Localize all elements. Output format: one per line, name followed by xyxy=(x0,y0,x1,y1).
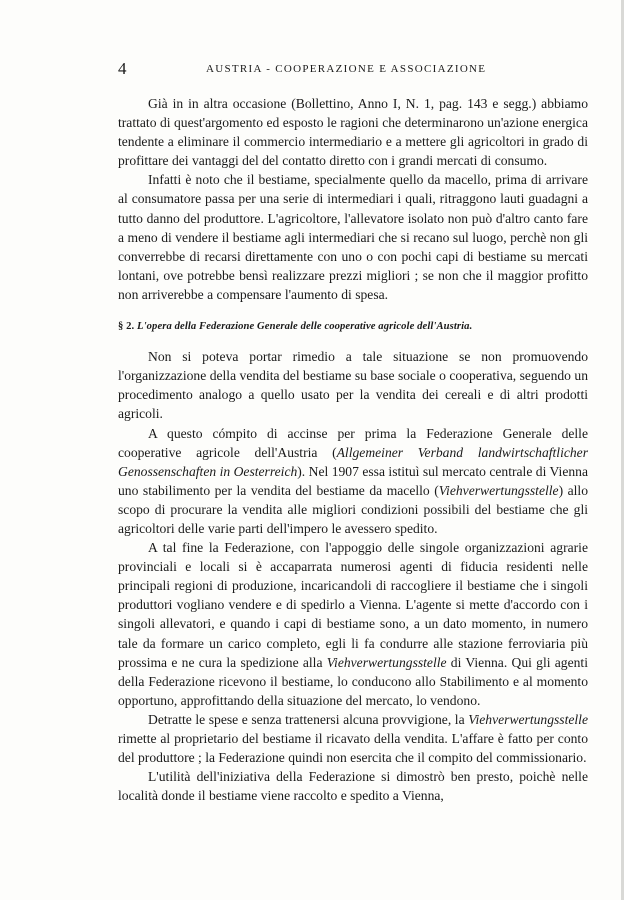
running-header xyxy=(118,60,505,78)
paragraph-6-german-term: Viehverwertungsstelle xyxy=(468,711,588,727)
running-title: AUSTRIA - COOPERAZIONE E ASSOCIAZIONE xyxy=(206,63,487,75)
section-heading xyxy=(118,317,588,336)
paragraph-6-text-a: Detratte le spese e senza trattenersi alcuna provvigione, la xyxy=(148,711,469,727)
body-text xyxy=(118,94,588,805)
paragraph-6 xyxy=(118,710,588,767)
paragraph-5-text-a: A tal fine la Federazione, con l'appoggio delle singole organizzazioni agrarie provinciali e locali si è accaparrata numerosi agenti di fiducia residenti nelle principali regioni di produzione, incaricandoli di raccogliere il bestiame che i singoli produttori vogliano vendere e di spedirlo a Vienna. L'agente si mette d'accordo con i singoli allevatori, e quando i capi di bestiame sono, a un dato momento, in numero tale da formare un carico completo, egli li fa condurre alle stazione ferroviaria più prossima e ne cura la spedizione alla xyxy=(118,540,588,670)
paragraph-1: Già in in altra occasione (Bollettino, Anno I, N. 1, pag. 143 e segg.) abbiamo trattato di quest'argomento ed esposto le ragioni che determinarono un'azione energica tendente a eliminare il commercio intermediario e a mettere gli agricoltori in grado di profittare dei vantaggi del del contatto diretto con i grandi mercati di consumo. xyxy=(118,96,588,169)
section-title: L'opera della Federazione Generale delle cooperative agricole dell'Austria. xyxy=(137,321,473,333)
section-number: § 2. xyxy=(118,321,135,333)
paragraph-4 xyxy=(118,424,588,539)
page-number: 4 xyxy=(118,59,127,78)
paragraph-4-german-name: Allgemeiner Verband landwirtschaftlicher Genossenschaften in Oesterreich xyxy=(118,444,588,479)
paragraph-5 xyxy=(118,538,588,710)
paragraph-6-text-b: rimette al proprietario del bestiame il ricavato della vendita. L'affare è fatto per conto del produttore ; la Federazione quindi non esercita che il compito del commissionario. xyxy=(118,731,588,766)
paragraph-4-text-c: ) allo scopo di procurare la vendita alle migliori condizioni possibili del bestiame che gli agricoltori delle varie parti dell'impero le avessero spedito. xyxy=(118,482,588,536)
paragraph-4-german-term: Viehverwertungsstelle xyxy=(438,482,559,498)
paragraph-5-german-term: Viehverwertungsstelle xyxy=(326,654,447,670)
paragraph-3: Non si poteva portar rimedio a tale situazione se non promuovendo l'organizzazione della vendita del bestiame su base sociale o cooperativa, seguendo un procedimento analogo a quello usato per la vendita dei cereali e di altri prodotti agricoli. xyxy=(118,349,588,422)
paragraph-4-text-a: A questo cómpito di accinse per prima la Federazione Generale delle cooperative agricole dell'Austria ( xyxy=(118,425,588,460)
paragraph-2: Infatti è noto che il bestiame, specialmente quello da macello, prima di arrivare al consumatore passa per una serie di intermediari i quali, ritraggono lauti guadagni a tutto danno del produttore. L'agricoltore, l'allevatore isolato non può d'altro canto fare a meno di vendere il bestiame agli intermediari che si recano sul luogo, perchè non gli converrebbe di recarsi direttamente con uno o con pochi capi di bestiame su mercati lontani, ove potrebbe bensì realizzare prezzi migliori ; se non che il maggior profitto non arriverebbe a compensare l'aumento di spesa. xyxy=(118,172,588,302)
paragraph-4-text-b: ). Nel 1907 essa istituì sul mercato centrale di Vienna uno stabilimento per la vendita del bestiame da macello ( xyxy=(118,463,588,498)
paragraph-5-text-b: di Vienna. Qui gli agenti della Federazione ricevono il bestiame, lo conducono allo Stabilimento e al momento opportuno, approfittando della situazione del mercato, lo vendono. xyxy=(118,654,588,708)
paragraph-7: L'utilità dell'iniziativa della Federazione si dimostrò ben presto, poichè nelle località donde il bestiame viene raccolto e spedito a Vienna, xyxy=(118,769,588,804)
